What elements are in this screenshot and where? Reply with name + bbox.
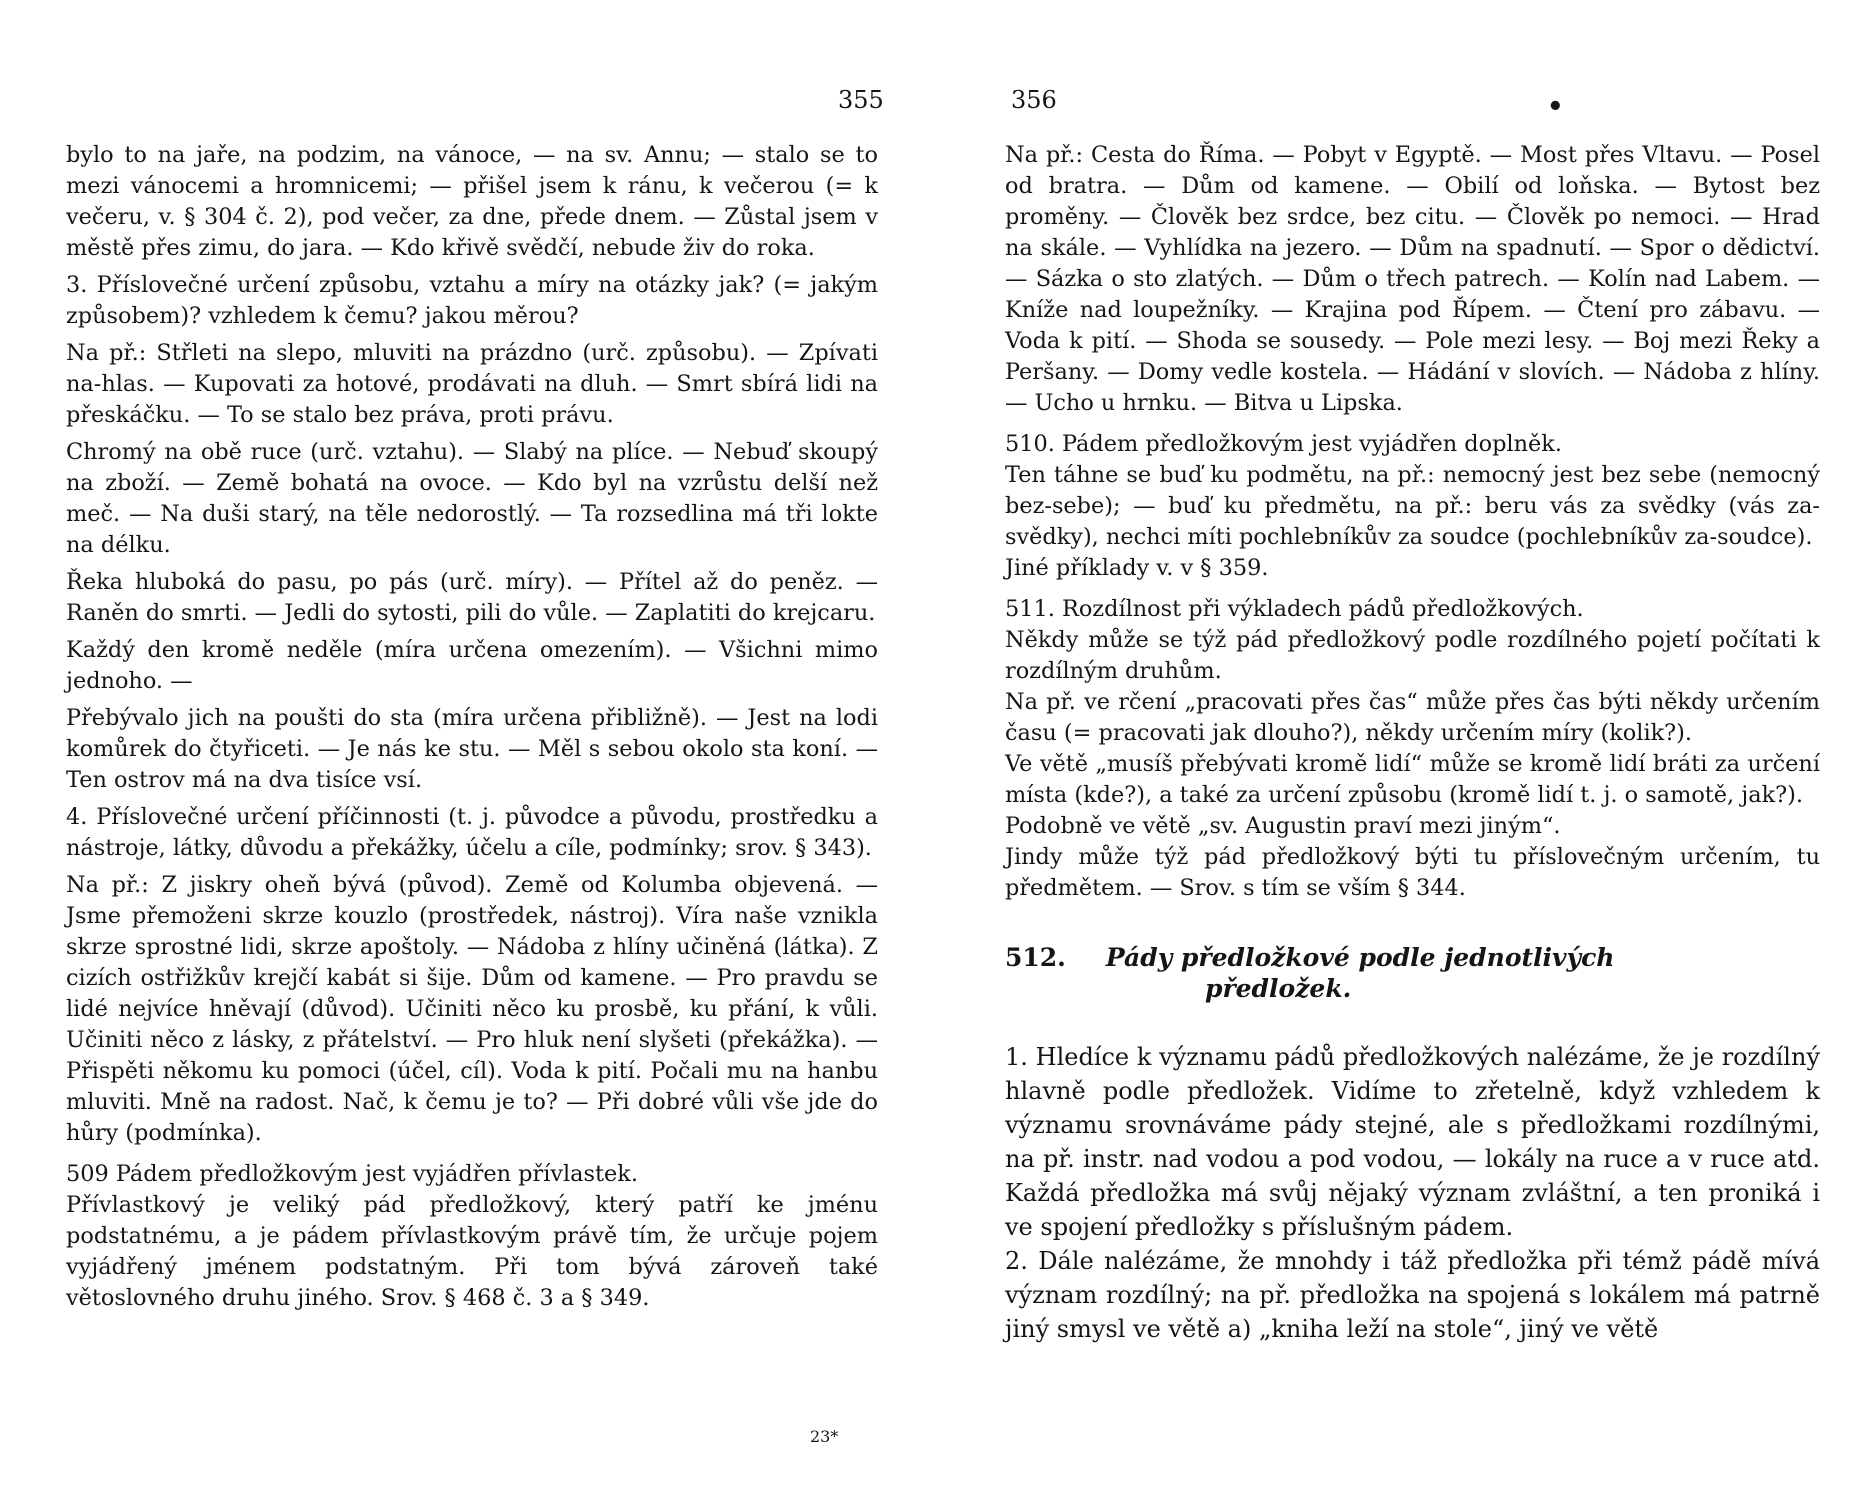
paragraph: Přebývalo jich na poušti do sta (míra určena přibližně). — Jest na lodi komůrek do čtyřiceti. — Je nás ke stu. — Měl s sebou okolo sta koní. — Ten ostrov má na dva tisíce vsí. (66, 705, 878, 793)
paragraph: bylo to na jaře, na podzim, na vánoce, — na sv. Annu; — stalo se to mezi vánocemi a hromnicemi; — přišel jsem k ránu, k večerou (= k večeru, v. § 304 č. 2), pod večer, za dne, přede dnem. — Zůstal jsem v městě přes zimu, do jara. — Kdo křivě svědčí, nebude živ do roka. (66, 142, 878, 261)
paragraph: Na př.: Z jiskry oheň bývá (původ). Země od Kolumba objevená. — Jsme přemoženi skrze kouzlo (prostředek, nástroj). Víra naše vznikla skrze sprostné lidi, skrze apoštoly. — Nádoba z hlíny učiněná (látka). Z cizích ostřižkův krejčí kabát si šije. Dům od kamene. — Pro pravdu se lidé nejvíce hněvají (důvod). Učiniti něco ku prosbě, ku přání, k vůli. Učiniti něco z lásky, z přátelství. — Pro hluk není slyšeti (překážka). — Přispěti někomu ku pomoci (účel, cíl). Voda k pití. Počali mu na hanbu mluviti. Mně na radost. Nač, k čemu je to? — Při dobré vůli vše jde do hůry (podmínka). (66, 872, 878, 1146)
section-511-heading: 511. Rozdílnost při výkladech pádů předložkových. (1005, 596, 1584, 622)
paragraph: Na př. ve rčení „pracovati přes čas“ může přes čas býti někdy určením času (= pracovati jak dlouho?), někdy určením míry (kolik?). (1005, 689, 1820, 746)
paragraph: 3. Příslovečné určení způsobu, vztahu a míry na otázky jak? (= jakým způsobem)? vzhledem k čemu? jakou měrou? (66, 272, 878, 329)
print-dot: • (1547, 92, 1564, 122)
paragraph: Chromý na obě ruce (urč. vztahu). — Slabý na plíce. — Nebuď skoupý na zboží. — Země bohatá na ovoce. — Kdo byl na vzrůstu delší než meč. — Na duši starý, na těle nedorostlý. — Ta rozsedlina má tři lokte na délku. (66, 439, 878, 558)
paragraph: 2. Dále nalézáme, že mnohdy i táž předložka při témž pádě mívá význam rozdílný; na př. předložka na spojená s lokálem má patrně jiný smysl ve větě a) „kniha leží na stole“, jiný ve větě (1005, 1247, 1820, 1343)
section-512-heading (1005, 942, 1820, 1004)
paragraph: Přívlastkový je veliký pád předložkový, který patří ke jménu podstatnému, a je pádem přívlastkovým právě tím, že určuje pojem vyjádřený jménem podstatným. Při tom bývá zároveň také větoslovného druhu jiného. Srov. § 468 č. 3 a § 349. (66, 1192, 878, 1311)
left-text-column (66, 140, 878, 1314)
section-512-number: 512. (1005, 943, 1066, 972)
paragraph: Na př.: Cesta do Říma. — Pobyt v Egyptě. — Most přes Vltavu. — Posel od bratra. — Dům od kamene. — Obilí od loňska. — Bytost bez proměny. — Člověk bez srdce, bez citu. — Člověk po nemoci. — Hrad na skále. — Vyhlídka na jezero. — Dům na spadnutí. — Spor o dědictví. — Sázka o sto zlatých. — Dům o třech patrech. — Kolín nad Labem. — Kníže nad loupežníky. — Krajina pod Řípem. — Čtení pro zábavu. — Voda k pití. — Shoda se sousedy. — Pole mezi lesy. — Boj mezi Řeky a Peršany. — Domy vedle kostela. — Hádání v slovích. — Nádoba z hlíny. — Ucho u hrnku. — Bitva u Lipska. (1005, 142, 1820, 416)
right-text-column (1005, 140, 1820, 1346)
right-page (933, 0, 1866, 1500)
paragraph: 4. Příslovečné určení příčinnosti (t. j. původce a původu, prostředku a nástroje, látky, důvodu a překážky, účelu a cíle, podmínky; srov. § 343). (66, 804, 878, 861)
paragraph: Na př.: Střleti na slepo, mluviti na prázdno (urč. způsobu). — Zpívati na-hlas. — Kupovati za hotové, prodávati na dluh. — Smrt sbírá lidi na přeskáčku. — To se stalo bez práva, proti právu. (66, 340, 878, 428)
section-512-title-line2: předložek. (1205, 974, 1352, 1003)
paragraph: Podobně ve větě „sv. Augustin praví mezi jiným“. (1005, 813, 1561, 839)
paragraph: 1. Hledíce k významu pádů předložkových nalézáme, že je rozdílný hlavně podle předložek. Vidíme to zřetelně, když vzhledem k významu srovnáváme pády stejné, ale s předložkami rozdílnými, na př. instr. nad vodou a pod vodou, — lokály na ruce a v ruce atd. Každá předložka má svůj nějaký význam zvláštní, a ten proniká i ve spojení předložky s příslušným pádem. (1005, 1043, 1820, 1241)
paragraph: Řeka hluboká do pasu, po pás (urč. míry). — Přítel až do peněz. — Raněn do smrti. — Jedli do sytosti, pili do vůle. — Zaplatiti do krejcaru. (66, 569, 878, 626)
paragraph: Někdy může se týž pád předložkový podle rozdílného pojetí počítati k rozdílným druhům. (1005, 627, 1820, 684)
section-512-title-line1: Pády předložkové podle jednotlivých (1105, 943, 1615, 972)
section-510-heading: 510. Pádem předložkovým jest vyjádřen doplněk. (1005, 431, 1562, 457)
section-509-heading: 509 Pádem předložkovým jest vyjádřen přívlastek. (66, 1161, 638, 1187)
page-number-right: 356 (1011, 86, 1057, 114)
paragraph: Ten táhne se buď ku podmětu, na př.: nemocný jest bez sebe (nemocný bez-sebe); — buď ku předmětu, na př.: beru vás za svědky (vás za-svědky), nechci míti pochlebníkův za soudce (pochlebníkův za-soudce). (1005, 462, 1820, 550)
signature-mark: 23* (810, 1427, 839, 1446)
paragraph: Ve větě „musíš přebývati kromě lidí“ může se kromě lidí bráti za určení místa (kde?), a také za určení způsobu (kromě lidí t. j. o samotě, jak?). (1005, 751, 1820, 808)
paragraph: Každý den kromě neděle (míra určena omezením). — Všichni mimo jednoho. — (66, 637, 878, 694)
paragraph: Jiné příklady v. v § 359. (1005, 555, 1269, 581)
paragraph: Jindy může týž pád předložkový býti tu příslovečným určením, tu předmětem. — Srov. s tím se vším § 344. (1005, 844, 1820, 901)
page-number-left: 355 (838, 86, 884, 114)
